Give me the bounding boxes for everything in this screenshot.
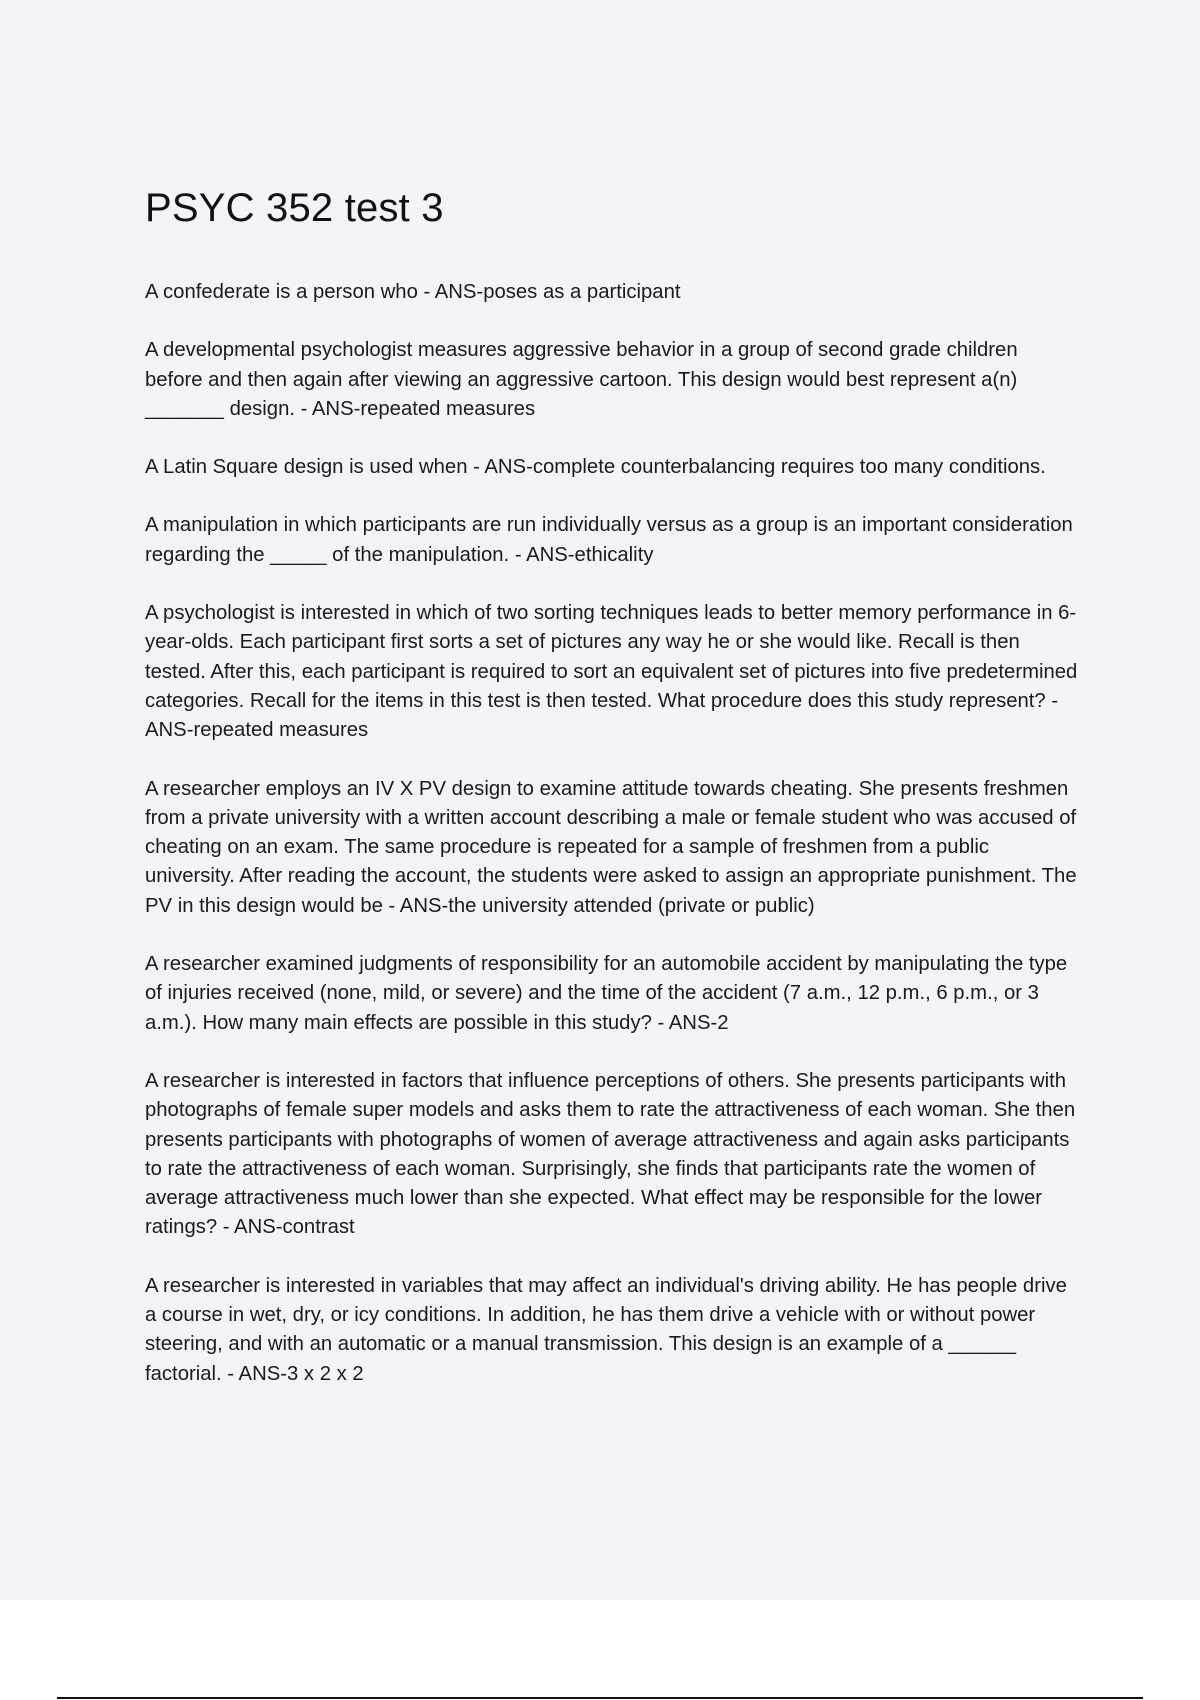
qa-item-7: A researcher examined judgments of responsibility for an automobile accident by manipulating the type of injuries received (none, mild, or severe) and the time of the accident (7 a.m., 12 p.m., 6 p.m., or 3 a.m.). How many main effects are possible in this study? - ANS-2	[145, 953, 1068, 1034]
page-title: PSYC 352 test 3	[145, 186, 444, 230]
qa-item-5: A psychologist is interested in which of two sorting techniques leads to better memory performance in 6-year-olds. Each participant first sorts a set of pictures any way he or she would like. Recall is then tested. After this, each participant is required to sort an equivalent set of pictures into five predetermined categories. Recall for the items in this test is then tested. What procedure does this study represent? - ANS-repeated measures	[145, 602, 1078, 742]
qa-item-4: A manipulation in which participants are run individually versus as a group is an important consideration regarding the _____ of the manipulation. - ANS-ethicality	[145, 514, 1073, 566]
qa-item-2: A developmental psychologist measures aggressive behavior in a group of second grade children before and then again after viewing an aggressive cartoon. This design would best represent a(n) _______ design. - ANS-repeated measures	[145, 339, 1018, 420]
qa-item-8: A researcher is interested in factors that influence perceptions of others. She presents participants with photographs of female super models and asks them to rate the attractiveness of each woman. She then presents participants with photographs of women of average attractiveness and again asks participants to rate the attractiveness of each woman. Surprisingly, she finds that participants rate the women of average attractiveness much lower than she expected. What effect may be responsible for the lower ratings? - ANS-contrast	[145, 1069, 1076, 1239]
footer-divider	[57, 1697, 1143, 1699]
qa-item-6: A researcher employs an IV X PV design to examine attitude towards cheating. She presents freshmen from a private university with a written account describing a male or female student who was accused of cheating on an exam. The same procedure is repeated for a sample of freshmen from a public university. After reading the account, the students were asked to assign an appropriate punishment. The PV in this design would be - ANS-the university attended (private or public)	[145, 777, 1077, 917]
qa-item-1: A confederate is a person who - ANS-poses as a participant	[145, 281, 681, 303]
qa-item-9: A researcher is interested in variables that may affect an individual's driving ability. He has people drive a course in wet, dry, or icy conditions. In addition, he has them drive a vehicle with or without power steering, and with an automatic or a manual transmission. This design is an example of a ______ factorial. - ANS-3 x 2 x 2	[145, 1274, 1067, 1385]
question-answer-list	[145, 278, 1080, 1418]
qa-item-3: A Latin Square design is used when - ANS-complete counterbalancing requires too many conditions.	[145, 456, 1046, 479]
